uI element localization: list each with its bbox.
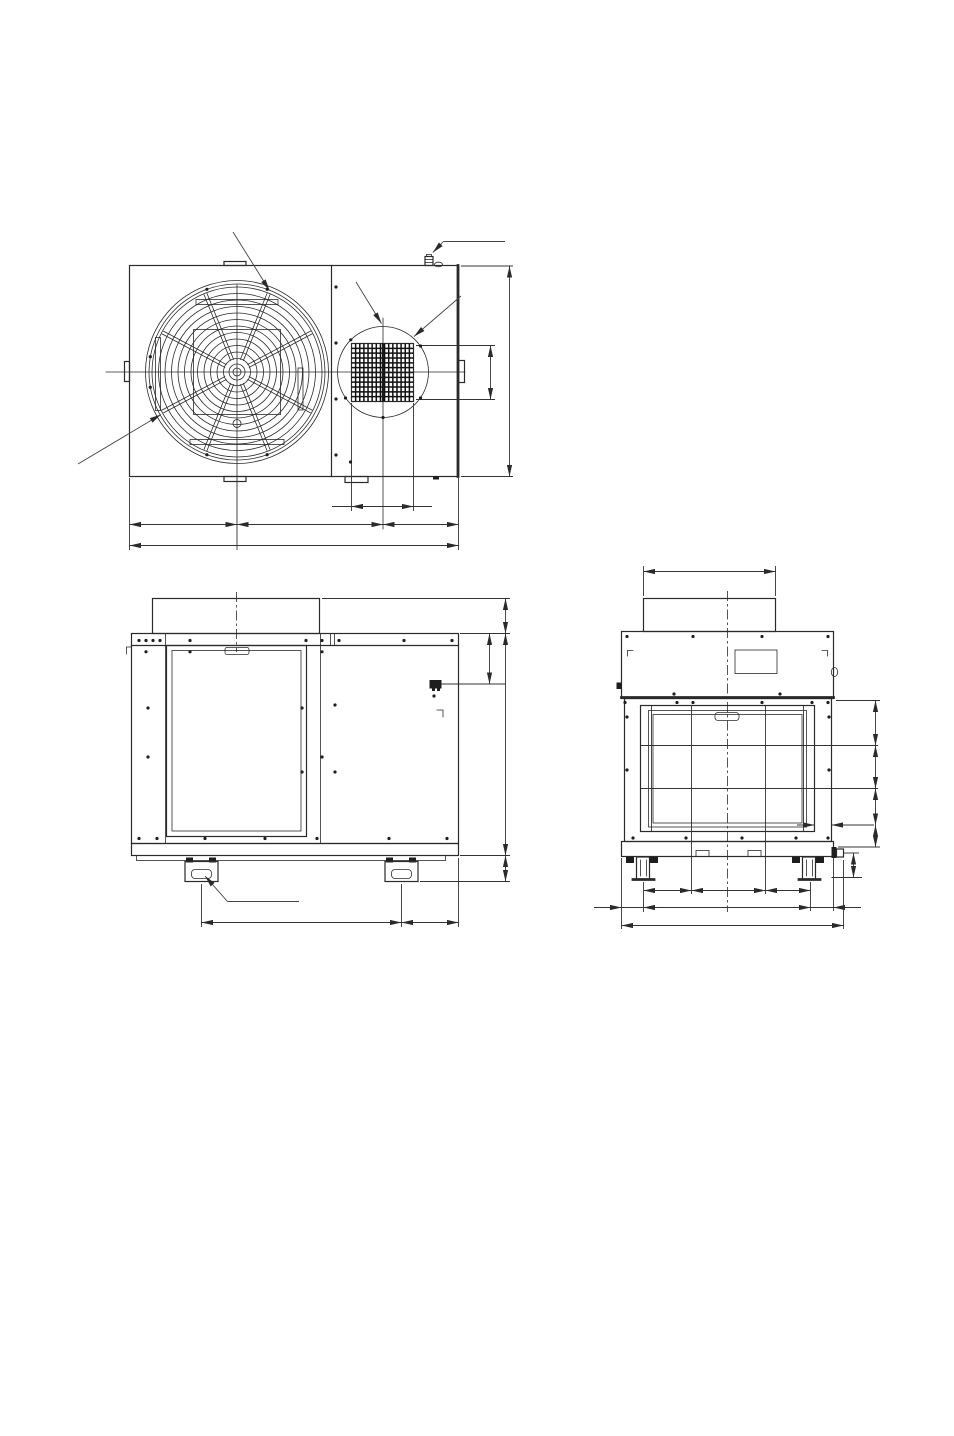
duct-collar-front — [644, 599, 776, 632]
service-valve-fitting — [430, 680, 507, 691]
corner-bracket-right — [822, 651, 828, 657]
corner-bracket — [127, 647, 132, 654]
front-foot-right — [792, 857, 824, 880]
fan-bracket-leader — [78, 415, 161, 465]
door-handle — [225, 648, 249, 655]
base-rail-side — [132, 844, 459, 856]
duct-collar-side — [153, 599, 320, 634]
foot-slot-leader — [205, 876, 228, 902]
front-reference-lines — [641, 706, 878, 894]
inlet-mesh-leader — [414, 296, 461, 337]
base-tab-2 — [748, 851, 761, 857]
screw-dots — [137, 285, 830, 840]
top-tab — [224, 262, 246, 266]
bottom-tab — [224, 477, 246, 482]
bottom-tab-2 — [345, 477, 368, 483]
nameplate — [735, 650, 777, 674]
bottom-edge-fitting — [433, 477, 439, 480]
front-foot-left — [626, 857, 658, 880]
front-view — [594, 566, 880, 929]
inlet-circle-leader — [356, 282, 382, 324]
dimensions-front-view — [594, 701, 880, 930]
bolt-leader — [433, 242, 444, 253]
drain-fitting — [832, 847, 863, 878]
coil-panel-handle — [715, 713, 739, 721]
corner-bracket-left — [628, 651, 634, 657]
base-tab-1 — [696, 851, 709, 857]
access-door — [167, 646, 307, 837]
panel-step-mark — [437, 710, 443, 717]
mounting-foot-left — [185, 858, 218, 882]
left-side-tab — [125, 362, 130, 382]
coil-compartment — [625, 699, 832, 842]
inlet-mesh-icon — [352, 344, 414, 402]
top-view — [78, 232, 513, 550]
mounting-foot-right — [385, 858, 418, 882]
left-edge-fitting — [617, 683, 622, 690]
side-view-cabinet-outline — [132, 634, 459, 844]
right-edge-grommet — [831, 668, 837, 677]
side-view — [127, 592, 511, 927]
